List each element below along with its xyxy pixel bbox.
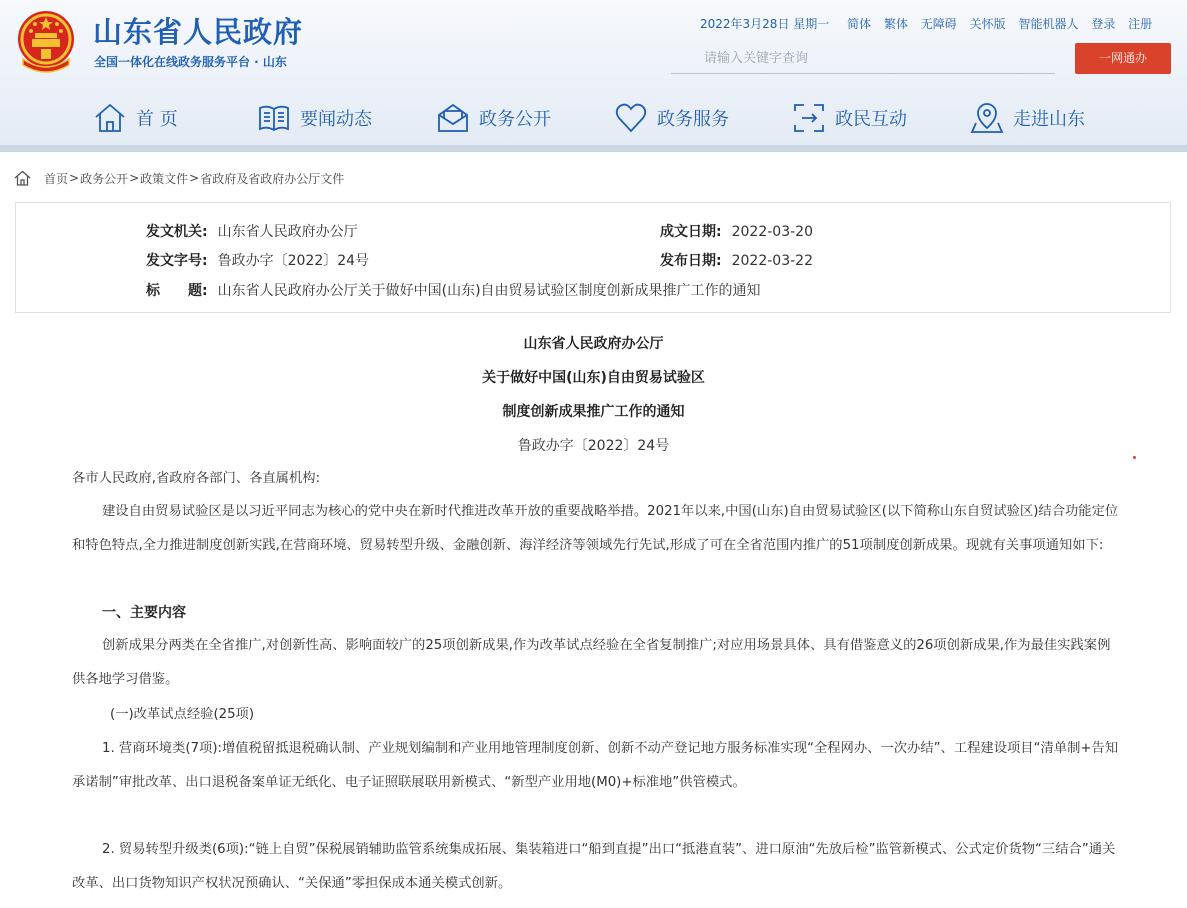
nav-label-gov-service: 政务服务 [657, 109, 729, 130]
meta-date-published-value: 2022-03-22 [731, 253, 813, 269]
document-number: 鲁政办字〔2022〕24号 [517, 438, 670, 454]
nav-label-about-shandong: 走进山东 [1013, 109, 1085, 130]
link-register[interactable]: 注册 [1128, 17, 1153, 31]
meta-issuer-label: 发文机关: [146, 224, 208, 240]
meta-doc-number-label: 发文字号: [146, 253, 208, 269]
meta-issuer [146, 221, 358, 241]
section-heading: 一、主要内容 [102, 605, 186, 621]
search-input[interactable] [671, 44, 1055, 74]
top-links [700, 15, 1152, 32]
nav-about-shandong[interactable] [970, 96, 1085, 140]
nav-label-news: 要闻动态 [300, 109, 372, 130]
subsection-heading: (一)改革试点经验(25项) [110, 707, 255, 722]
document-meta-table [15, 202, 1171, 313]
heart-icon [614, 101, 648, 135]
meta-title-value: 山东省人民政府办公厅关于做好中国(山东)自由贸易试验区制度创新成果推广工作的通知 [217, 283, 761, 299]
site-subtitle[interactable]: 全国一体化在线政务服务平台 · 山东 [94, 55, 287, 69]
meta-date-made-label: 成文日期: [660, 224, 722, 240]
nav-news[interactable] [257, 96, 372, 140]
document-title-line-3: 制度创新成果推广工作的通知 [502, 404, 685, 420]
meta-title [146, 280, 761, 300]
document-list-item: 1. 营商环境类(7项):增值税留抵退税确认制、产业规划编制和产业用地管理制度创新、创新不动产登记地方服务标准实现“全程网办、一次办结”、工程建设项目“清单制+告知承诺制”审批改革、出口退税备案单证无纸化、电子证照联展联用新模式、“新型产业用地(M0)+标准地”供管模式。 [72, 741, 1119, 790]
breadcrumb-separator: > [189, 171, 200, 185]
document-salutation: 各市人民政府,省政府各部门、各直属机构: [72, 471, 321, 486]
link-accessibility[interactable]: 无障碍 [920, 17, 957, 31]
document-paragraph: 创新成果分两类在全省推广,对创新性高、影响面较广的25项创新成果,作为改革试点经验在全省复制推广;对应用场景具体、具有借鉴意义的26项创新成果,作为最佳实践案例供各地学习借鉴。 [72, 638, 1111, 687]
breadcrumb-policy-docs[interactable]: 政策文件 [140, 171, 189, 186]
decorative-dot [1133, 456, 1136, 459]
envelope-icon [436, 101, 470, 135]
main-nav [0, 96, 1187, 140]
meta-doc-number-value: 鲁政办字〔2022〕24号 [217, 253, 370, 269]
nav-interaction[interactable] [792, 96, 907, 140]
one-stop-service-button[interactable]: 一网通办 [1075, 43, 1171, 74]
document-paragraph: 建设自由贸易试验区是以习近平同志为核心的党中央在新时代推进改革开放的重要战略举措。2021年以来,中国(山东)自由贸易试验区(以下简称山东自贸试验区)结合功能定位和特色特点,全力推进制度创新实践,在营商环境、贸易转型升级、金融创新、海洋经济等领域先行先试,形成了可在全省范围内推广的51项制度创新成果。现就有关事项通知如下: [72, 504, 1119, 553]
link-simplified[interactable]: 简体 [847, 17, 872, 31]
meta-issuer-value: 山东省人民政府办公厅 [217, 224, 358, 240]
link-smart-robot[interactable]: 智能机器人 [1018, 17, 1079, 31]
interaction-icon [792, 101, 826, 135]
nav-label-interaction: 政民互动 [835, 109, 907, 130]
site-title[interactable]: 山东省人民政府 [93, 15, 304, 49]
breadcrumb-separator: > [69, 171, 80, 185]
nav-gov-service[interactable] [614, 96, 729, 140]
document-title-line-2: 关于做好中国(山东)自由贸易试验区 [482, 370, 705, 386]
national-emblem-icon[interactable] [15, 9, 77, 73]
breadcrumb-open-gov[interactable]: 政务公开 [80, 171, 129, 186]
document-list-item: 2. 贸易转型升级类(6项):“链上自贸”保税展销辅助监管系统集成拓展、集装箱进口“船到直提”出口“抵港直装”、进口原油“先放后检”监管新模式、公式定价货物“三结合”通关改革、出口货物知识产权状况预确认、“关保通”零担保成本通关模式创新。 [72, 842, 1116, 891]
meta-doc-number [146, 250, 369, 270]
nav-label-open-gov: 政务公开 [479, 109, 551, 130]
document-title-line-1: 山东省人民政府办公厅 [523, 336, 664, 352]
meta-date-made-value: 2022-03-20 [731, 224, 813, 240]
home-icon [93, 101, 127, 135]
nav-label-home: 首 页 [136, 109, 178, 130]
link-care-mode[interactable]: 关怀版 [969, 17, 1006, 31]
meta-date-published [660, 250, 813, 270]
breadcrumb-current[interactable]: 省政府及省政府办公厅文件 [200, 171, 345, 186]
meta-date-published-label: 发布日期: [660, 253, 722, 269]
nav-open-gov[interactable] [436, 96, 551, 140]
book-icon [257, 101, 291, 135]
breadcrumb-home[interactable]: 首页 [44, 171, 69, 186]
site-header [0, 0, 1187, 145]
link-traditional[interactable]: 繁体 [883, 17, 908, 31]
meta-title-label: 标 题: [146, 283, 208, 299]
link-login[interactable]: 登录 [1091, 17, 1116, 31]
nav-home[interactable] [93, 96, 178, 140]
current-date: 2022年3月28日 星期一 [700, 17, 830, 31]
meta-date-made [660, 221, 813, 241]
breadcrumb-separator: > [129, 171, 140, 185]
header-divider [0, 145, 1187, 152]
breadcrumb [14, 169, 344, 187]
location-icon [970, 101, 1004, 135]
home-icon[interactable] [14, 170, 31, 186]
